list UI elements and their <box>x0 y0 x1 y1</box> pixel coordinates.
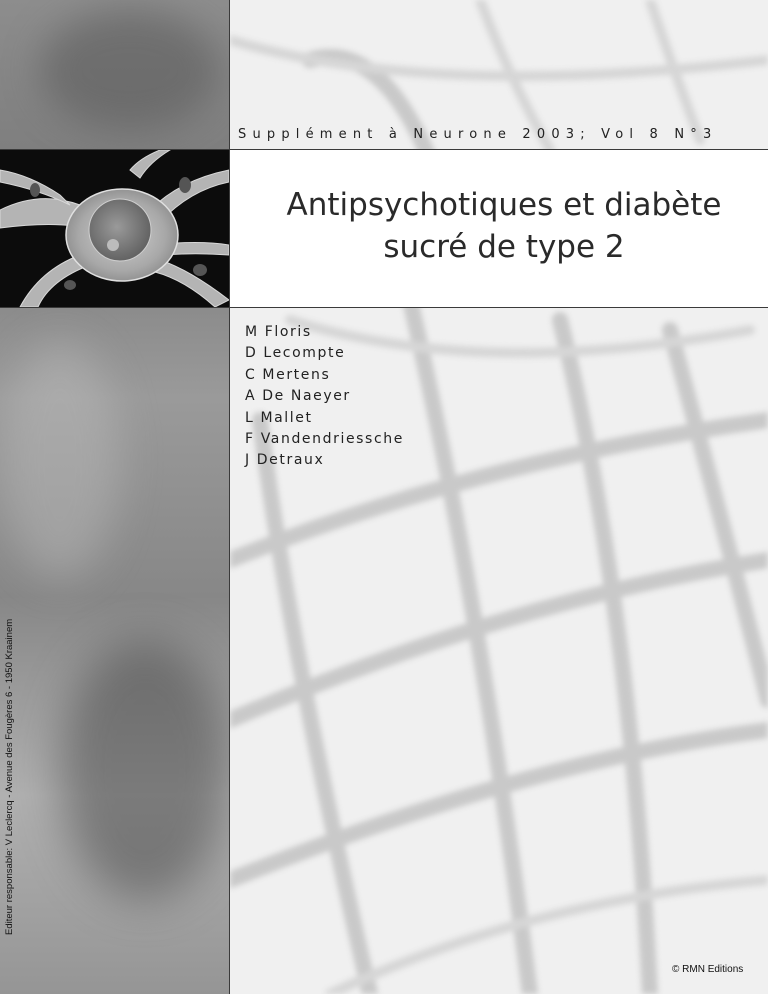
author-list <box>245 322 404 472</box>
author-item: J Detraux <box>245 452 325 469</box>
neuron-image <box>0 150 229 307</box>
left-shadow-top <box>40 10 220 130</box>
author-item: C Mertens <box>245 366 331 383</box>
author-item: L Mallet <box>245 409 313 426</box>
title-line-2: sucré de type 2 <box>383 229 625 265</box>
author-item: A De Naeyer <box>245 388 351 405</box>
supplement-line: Supplément à Neurone 2003; Vol 8 N°3 <box>238 127 718 142</box>
left-shadow-bottom <box>60 640 230 900</box>
publisher-note: Editeur responsable: V Leclercq - Avenue des Fougères 6 - 1950 Kraainem <box>4 618 15 935</box>
band-bottom-rule <box>0 307 768 308</box>
document-title <box>230 184 768 268</box>
title-line-1: Antipsychotiques et diabète <box>286 187 722 223</box>
author-item: F Vandendriessche <box>245 431 404 448</box>
copyright-notice: © RMN Editions <box>672 964 744 975</box>
neuron-illustration <box>0 150 229 307</box>
left-highlight <box>0 340 120 580</box>
title-box <box>230 150 768 307</box>
author-item: M Floris <box>245 324 312 340</box>
author-item: D Lecompte <box>245 345 346 362</box>
